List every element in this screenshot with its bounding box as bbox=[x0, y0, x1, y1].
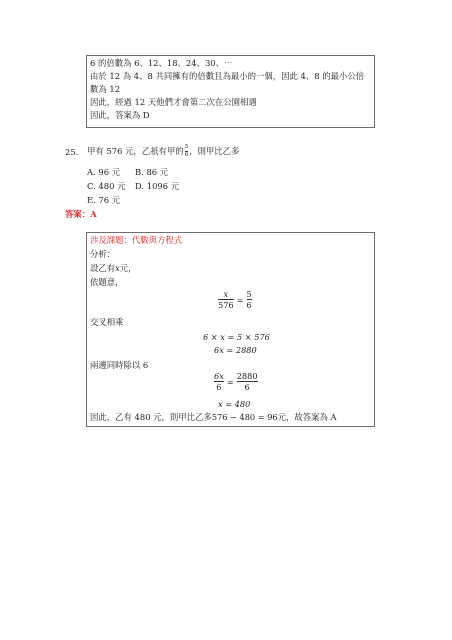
solution-cross-multiply: 交叉相乘 bbox=[90, 317, 124, 327]
fraction-numerator: 5 bbox=[184, 144, 189, 150]
eq1-lhs-fraction: $\frac{x}{576}$ bbox=[218, 289, 234, 311]
solution-divide: 兩邊同時除以 6 bbox=[90, 360, 149, 370]
equation-5: x = 480 bbox=[218, 399, 251, 409]
equation-1: $\frac{x}{576}$ = $\frac{5}{6}$ bbox=[218, 289, 252, 311]
option-e: E. 76 元 bbox=[87, 195, 121, 205]
solution-topic: 涉及課題：代數與方程式 bbox=[90, 235, 183, 245]
solution-by-question: 依題意， bbox=[90, 277, 124, 287]
option-d: D. 1096 元 bbox=[135, 181, 180, 191]
question-text bbox=[87, 145, 239, 158]
option-a: A. 96 元 bbox=[87, 167, 121, 177]
var-x: x bbox=[115, 263, 120, 273]
question-number: 25. bbox=[65, 147, 79, 157]
eq4-rhs-fraction: $\frac{2880}{6}$ bbox=[236, 371, 258, 393]
solution-analysis: 分析： bbox=[90, 249, 116, 259]
solution-let: 設乙有x元， bbox=[90, 263, 137, 273]
equation-4: $\frac{6x}{6}$ = $\frac{2880}{6}$ bbox=[214, 371, 258, 393]
answer-label: 答案： bbox=[65, 209, 91, 219]
equation-2: 6 × x = 5 × 576 bbox=[203, 332, 270, 342]
option-b: B. 86 元 bbox=[135, 167, 169, 177]
prev-line-2: 由於 12 為 4、8 共同擁有的倍數且為最小的一個，因此 4、8 的最小公倍 bbox=[90, 71, 365, 81]
equation-3: 6x = 2880 bbox=[214, 345, 257, 355]
question-text-after: ，則甲比乙多 bbox=[189, 146, 240, 157]
prev-line-3: 數為 12 bbox=[90, 84, 121, 94]
question-text-before: 甲有 576 元，乙祇有甲的 bbox=[87, 146, 184, 157]
prev-line-4: 因此，經過 12 天他們才會第二次在公園相遇 bbox=[90, 97, 257, 107]
fraction-denominator: 6 bbox=[184, 151, 189, 158]
option-c: C. 480 元 bbox=[87, 181, 126, 191]
eq1-rhs-fraction: $\frac{5}{6}$ bbox=[246, 289, 252, 311]
solution-box bbox=[86, 232, 375, 427]
prev-line-1: 6 的倍數為 6、12、18、24、30、⋯ bbox=[90, 58, 233, 68]
answer-line bbox=[65, 210, 97, 218]
prev-line-5: 因此，答案為 D bbox=[90, 110, 150, 120]
eq4-lhs-fraction: $\frac{6x}{6}$ bbox=[214, 371, 224, 393]
solution-conclusion: 因此，乙有 480 元，則甲比乙多576 − 480 = 96元，故答案為 A bbox=[90, 412, 337, 422]
conclusion-expression: 576 − 480 = 96 bbox=[211, 412, 278, 422]
answer-value: A bbox=[90, 209, 97, 219]
question-fraction bbox=[185, 145, 189, 158]
